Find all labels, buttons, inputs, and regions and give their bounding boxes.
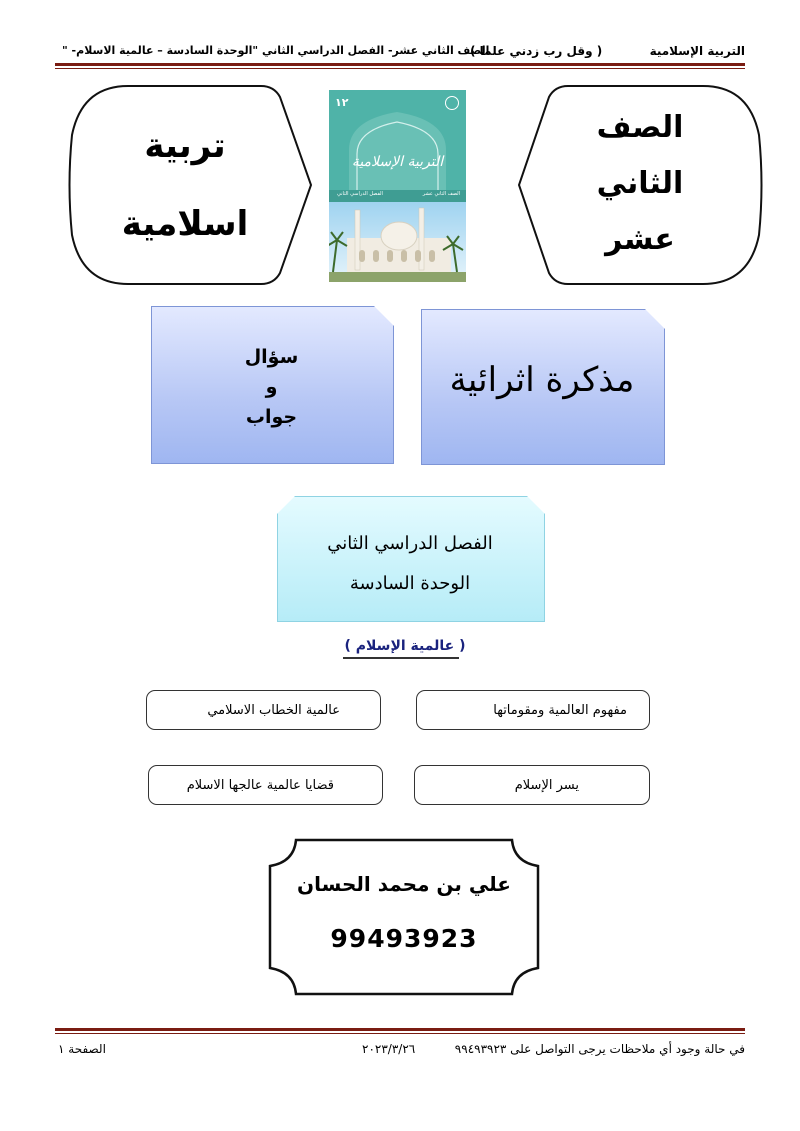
memo-box-label: مذكرة اثرائية xyxy=(449,360,635,400)
footer-note: في حالة وجود أي ملاحظات يرجى التواصل على ٩٩٤٩٣٩٢٣ xyxy=(454,1042,745,1056)
semester-box-text xyxy=(277,524,543,604)
cover-subtitle-left: الفصل الدراسي الثاني xyxy=(337,191,383,197)
topic-label: عالمية الخطاب الاسلامي xyxy=(207,702,340,718)
cover-badge: ١٢ xyxy=(335,96,349,109)
topic-label: قضايا عالمية عالجها الاسلام xyxy=(186,777,334,793)
footer-date: ٢٠٢٣/٣/٢٦ xyxy=(362,1042,416,1056)
header-title: الصف الثاني عشر- الفصل الدراسي الثاني "الوحدة السادسة – عالمية الاسلام- " xyxy=(62,44,490,57)
topic-universal-discourse xyxy=(146,690,381,730)
hex-left-line2: اسلامية xyxy=(121,204,249,244)
qa-line3: جواب xyxy=(245,406,298,428)
header-prayer: ( وقل رب زدني علما ) xyxy=(470,44,603,58)
footer-page-number: الصفحة ١ xyxy=(58,1042,106,1056)
hex-right-line3: عشر xyxy=(605,222,675,257)
hex-right-line2: الثاني xyxy=(596,166,684,201)
semester-line2: الوحدة السادسة xyxy=(349,573,471,594)
topic-label: مفهوم العالمية ومقوماتها xyxy=(493,702,627,718)
cover-subtitle-right: الصف الثاني عشر xyxy=(422,191,460,197)
hex-right-line1: الصف xyxy=(596,110,684,145)
semester-line1: الفصل الدراسي الثاني xyxy=(327,533,493,554)
cover-illustration xyxy=(329,90,466,282)
qa-box-text xyxy=(151,342,392,432)
cover-emblem-icon xyxy=(445,96,459,110)
author-phone: 99493923 xyxy=(330,924,478,953)
topic-label: يسر الإسلام xyxy=(514,777,579,793)
header-rule-thin xyxy=(55,68,745,69)
topic-concept-of-universality xyxy=(416,690,650,730)
qa-line2: و xyxy=(265,376,278,398)
header-rule xyxy=(55,63,745,66)
topic-ease-of-islam xyxy=(414,765,650,805)
qa-line1: سؤال xyxy=(244,346,299,368)
author-name: علي بن محمد الحسان xyxy=(297,872,511,896)
hex-right-text xyxy=(555,100,725,268)
unit-title: ( عالمية الإسلام ) xyxy=(344,638,466,654)
unit-title-underline xyxy=(343,657,459,659)
footer-rule-thin xyxy=(55,1033,745,1034)
hex-left-line1: تربية xyxy=(144,126,226,166)
cover-title: التربية الإسلامية xyxy=(351,154,444,170)
book-cover xyxy=(329,90,466,282)
hex-left-text xyxy=(100,118,270,252)
author-frame xyxy=(268,838,540,996)
topic-global-issues xyxy=(148,765,383,805)
footer-rule xyxy=(55,1028,745,1031)
header-subject: التربية الإسلامية xyxy=(649,44,745,58)
